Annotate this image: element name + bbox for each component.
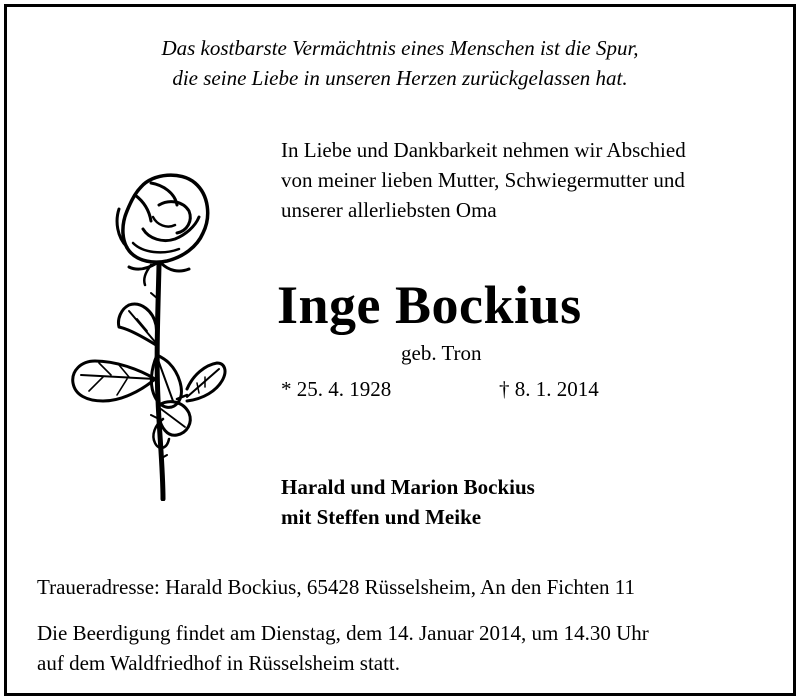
rose-icon (59, 169, 231, 501)
funeral-line-2: auf dem Waldfriedhof in Rüsselsheim statt. (37, 651, 401, 675)
funeral-info (37, 618, 649, 678)
intro-line-3: unserer allerliebsten Oma (281, 198, 497, 222)
intro-line-1: In Liebe und Dankbarkeit nehmen wir Abschied (281, 138, 686, 162)
family-line-2: mit Steffen und Meike (281, 505, 482, 529)
birth-date: * 25. 4. 1928 (281, 377, 392, 401)
mourning-address: Traueradresse: Harald Bockius, 65428 Rüsselsheim, An den Fichten 11 (37, 575, 636, 599)
funeral-line-1: Die Beerdigung findet am Dienstag, dem 14. Januar 2014, um 14.30 Uhr (37, 621, 649, 645)
family-line-1: Harald und Marion Bockius (281, 475, 535, 499)
quote-line-2: die seine Liebe in unseren Herzen zurückgelassen hat. (172, 66, 628, 90)
memorial-quote (7, 33, 793, 93)
obituary-notice (4, 4, 796, 696)
bereaved-family (281, 472, 535, 532)
death-date: † 8. 1. 2014 (499, 377, 599, 401)
deceased-name: Inge Bockius (277, 275, 582, 335)
intro-line-2: von meiner lieben Mutter, Schwiegermutter und (281, 168, 685, 192)
quote-line-1: Das kostbarste Vermächtnis eines Menschen ist die Spur, (161, 36, 639, 60)
farewell-intro (281, 135, 781, 225)
maiden-name: geb. Tron (401, 341, 482, 365)
